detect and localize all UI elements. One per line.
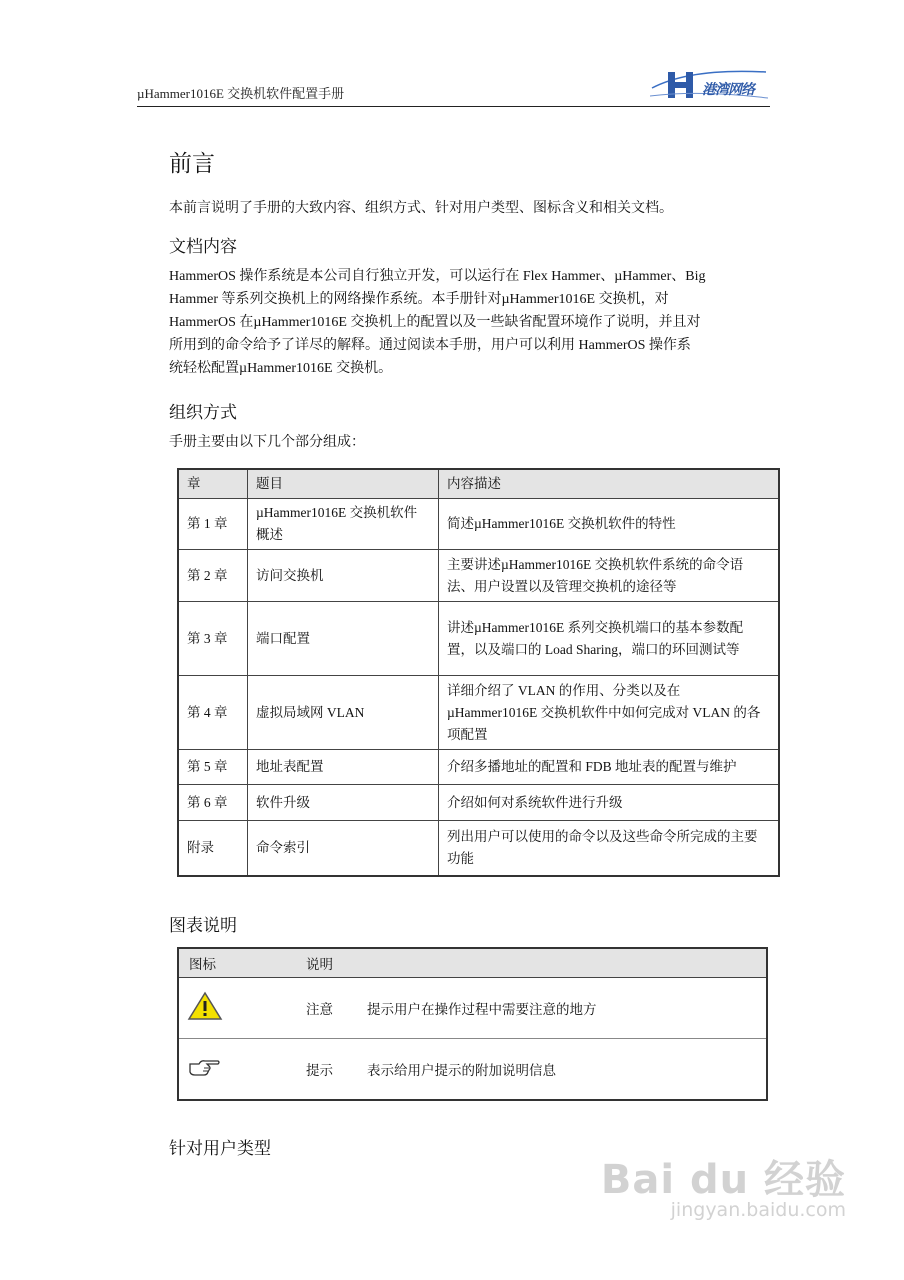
desc-cell: 简述µHammer1016E 交换机软件的特性 — [439, 499, 780, 550]
table-row — [178, 750, 779, 785]
organization-intro: 手册主要由以下几个部分组成： — [169, 435, 365, 450]
page-header — [137, 62, 770, 107]
title-cell: 命令索引 — [248, 821, 439, 876]
chapter-cell: 第 6 章 — [178, 785, 248, 821]
warning-icon — [187, 991, 223, 1021]
desc-cell: 介绍如何对系统软件进行升级 — [439, 785, 780, 821]
column-header: 题目 — [248, 469, 439, 499]
table-row — [178, 550, 779, 602]
table-header-row — [178, 469, 779, 499]
column-header: 内容描述 — [439, 469, 780, 499]
section-title-users: 针对用户类型 — [169, 1139, 271, 1158]
icon-label: 提示 — [306, 1063, 333, 1078]
company-logo — [650, 66, 768, 102]
icon-description: 提示用户在操作过程中需要注意的地方 — [367, 978, 767, 1039]
icon-label: 注意 — [296, 978, 367, 1039]
contents-line: 统轻松配置µHammer1016E 交换机。 — [169, 361, 393, 376]
title-cell: 地址表配置 — [248, 750, 439, 785]
title-cell: µHammer1016E 交换机软件概述 — [248, 499, 439, 550]
watermark-url: jingyan.baidu.com — [670, 1199, 846, 1221]
chapter-cell: 第 2 章 — [178, 550, 248, 602]
desc-cell: 列出用户可以使用的命令以及这些命令所完成的主要功能 — [439, 821, 780, 876]
desc-cell: 讲述µHammer1016E 系列交换机端口的基本参数配置，以及端口的 Load Sharing，端口的环回测试等 — [439, 602, 780, 676]
icon-legend-table — [177, 947, 768, 1101]
table-row — [178, 602, 779, 676]
contents-line: Hammer 等系列交换机上的网络操作系统。本手册针对µHammer1016E 交换机，对 — [169, 292, 669, 307]
chapter-cell: 第 4 章 — [178, 676, 248, 750]
table-row — [178, 499, 779, 550]
watermark-main: Bai du 经验 — [600, 1157, 846, 1203]
contents-line: HammerOS 操作系统是本公司自行独立开发，可以运行在 Flex Hammer、µHammer、Big — [169, 269, 706, 284]
contents-paragraph — [169, 265, 769, 380]
contents-line: HammerOS 在µHammer1016E 交换机上的配置以及一些缺省配置环境作了说明，并且对 — [169, 315, 701, 330]
baidu-watermark — [601, 1148, 846, 1221]
column-header: 章 — [178, 469, 248, 499]
section-title-organization: 组织方式 — [169, 403, 237, 422]
desc-cell: 介绍多播地址的配置和 FDB 地址表的配置与维护 — [439, 750, 780, 785]
table-row — [178, 821, 779, 876]
section-title-contents: 文档内容 — [169, 237, 237, 256]
desc-cell: 主要讲述µHammer1016E 交换机软件系统的命令语法、用户设置以及管理交换机的途径等 — [439, 550, 780, 602]
contents-line: 所用到的命令给予了详尽的解释。通过阅读本手册，用户可以利用 HammerOS 操作系 — [169, 338, 691, 353]
table-row — [178, 676, 779, 750]
logo-text: 港湾网络 — [702, 82, 754, 98]
chapter-cell: 第 1 章 — [178, 499, 248, 550]
column-header: 说明 — [296, 948, 767, 978]
chapter-table — [177, 468, 780, 877]
table-header-row — [178, 948, 767, 978]
icon-description: 表示给用户提示的附加说明信息 — [367, 1063, 556, 1078]
table-row — [178, 785, 779, 821]
title-cell: 端口配置 — [248, 602, 439, 676]
title-cell: 访问交换机 — [248, 550, 439, 602]
pointing-hand-icon — [187, 1056, 221, 1078]
intro-paragraph: 本前言说明了手册的大致内容、组织方式、针对用户类型、图标含义和相关文档。 — [169, 201, 673, 216]
section-title-legend: 图表说明 — [169, 916, 237, 935]
title-cell: 虚拟局域网 VLAN — [248, 676, 439, 750]
chapter-cell: 第 3 章 — [178, 602, 248, 676]
manual-title: µHammer1016E 交换机软件配置手册 — [137, 86, 345, 101]
title-cell: 软件升级 — [248, 785, 439, 821]
table-row — [178, 978, 767, 1039]
page-title: 前言 — [169, 151, 215, 176]
chapter-cell: 附录 — [178, 821, 248, 876]
desc-cell: 详细介绍了 VLAN 的作用、分类以及在µHammer1016E 交换机软件中如何完成对 VLAN 的各项配置 — [439, 676, 780, 750]
table-row — [178, 1039, 767, 1101]
chapter-cell: 第 5 章 — [178, 750, 248, 785]
column-header: 图标 — [178, 948, 296, 978]
